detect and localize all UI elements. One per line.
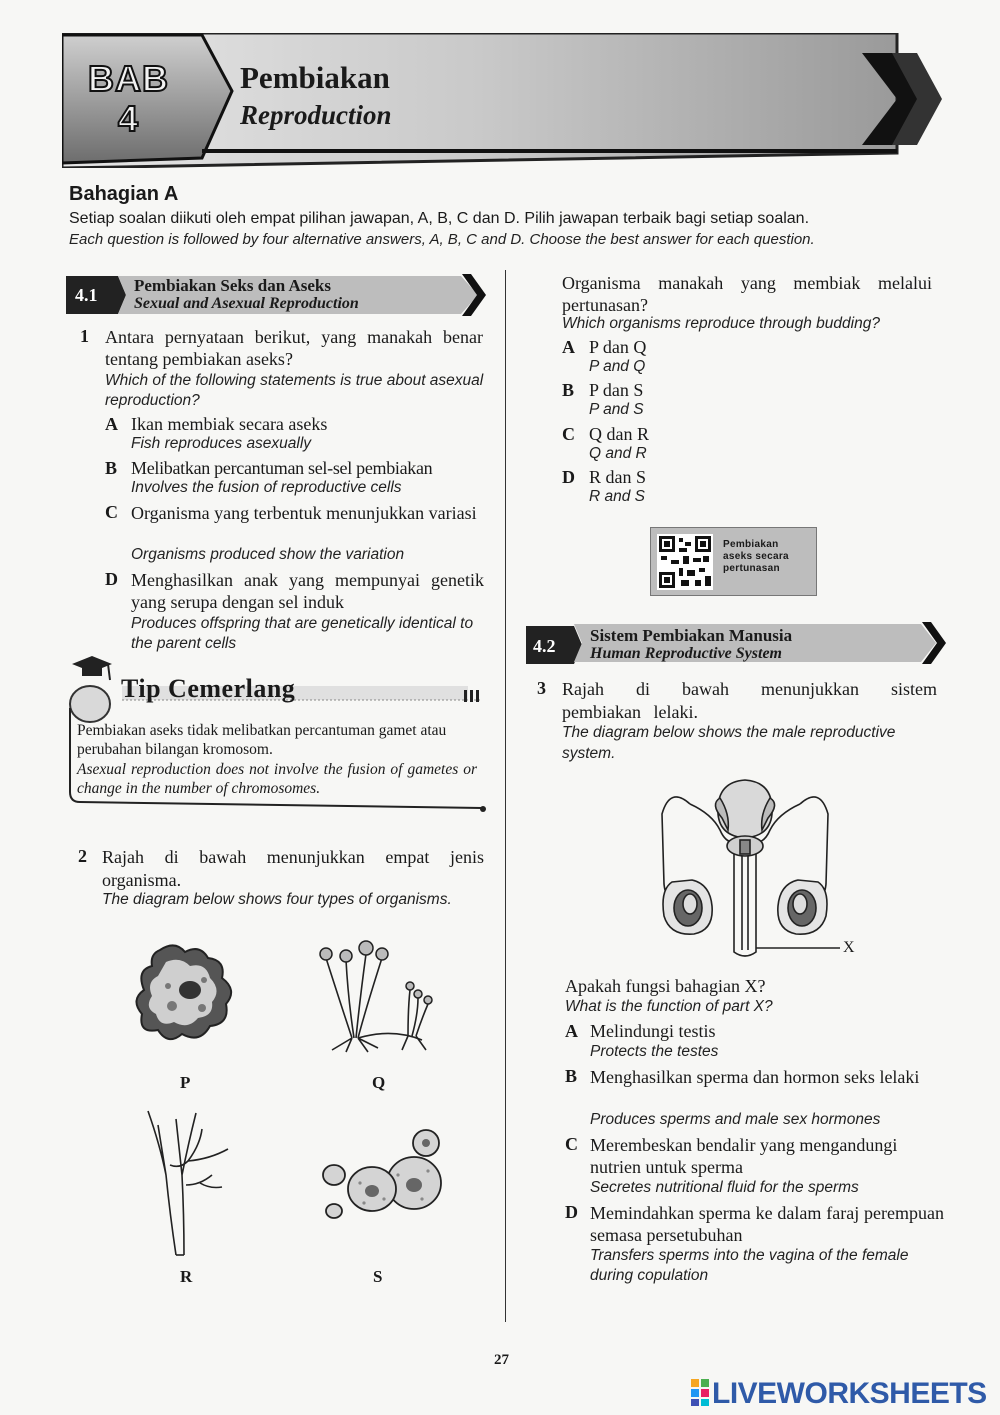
- diagram-label-x: X: [843, 939, 855, 956]
- male-reproductive-illustration: [650, 774, 860, 964]
- qr-box-line3: pertunasan: [723, 563, 780, 574]
- chapter-number: 4: [118, 98, 139, 139]
- subtopic-4-2-title-en: Human Reproductive System: [590, 645, 782, 662]
- q3-stem-en: What is the function of part X?: [565, 998, 773, 1015]
- section-heading: Bahagian A: [69, 183, 179, 205]
- banner-graphic: [62, 33, 942, 168]
- q3-number: 3: [537, 678, 546, 698]
- organism-q-label: Q: [372, 1073, 386, 1092]
- q2-option-b-ms[interactable]: P dan S: [589, 380, 644, 400]
- tip-text-ms: Pembiakan aseks tidak melibatkan percantuman gamet atau perubahan bilangan kromosom.: [77, 722, 447, 758]
- page-number: 27: [494, 1352, 509, 1368]
- q2-option-a-letter[interactable]: A: [562, 337, 575, 357]
- q2-text-en: The diagram below shows four types of organisms.: [102, 891, 452, 908]
- q2-option-d-letter[interactable]: D: [562, 467, 575, 487]
- hydra-illustration: [140, 1105, 235, 1260]
- section-instruction-ms: Setiap soalan diikuti oleh empat pilihan jawapan, A, B, C dan D. Pilih jawapan terbaik bagi setiap soalan.: [69, 210, 810, 227]
- q1-option-c-ms[interactable]: Organisma yang terbentuk menunjukkan variasi: [131, 503, 477, 523]
- q3-option-a-ms[interactable]: Melindungi testis: [590, 1021, 716, 1041]
- subtopic-4-1-title-ms: Pembiakan Seks dan Aseks: [134, 276, 331, 295]
- organism-s-yeast-image: [318, 1125, 448, 1225]
- q3-option-d-en: Transfers sperms into the vagina of the female during copulation: [590, 1247, 909, 1284]
- q3-option-b-en: Produces sperms and male sex hormones: [590, 1111, 881, 1128]
- subtopic-4-1-title-en: Sexual and Asexual Reproduction: [134, 295, 359, 312]
- tip-text-en: Asexual reproduction does not involve the fusion of gametes or change in the number of chromosomes.: [77, 761, 477, 797]
- q3-option-a-letter[interactable]: A: [565, 1021, 578, 1041]
- q3-option-d-letter[interactable]: D: [565, 1202, 578, 1222]
- q1-option-b-en: Involves the fusion of reproductive cells: [131, 479, 402, 496]
- q3-text-en: The diagram below shows the male reproductive system.: [562, 724, 896, 762]
- q2-option-d-en: R and S: [589, 488, 646, 505]
- subtopic-4-1-number: 4.1: [75, 285, 98, 305]
- q1-text-ms: Antara pernyataan berikut, yang manakah benar tentang pembiakan aseks?: [105, 327, 483, 369]
- q2-option-d-ms[interactable]: R dan S: [589, 467, 647, 487]
- chapter-bab-label: BAB: [88, 58, 169, 99]
- q2-option-c-en: Q and R: [589, 445, 647, 462]
- q1-option-a-ms[interactable]: Ikan membiak secara aseks: [131, 414, 328, 434]
- subtopic-4-2-title-ms: Sistem Pembiakan Manusia: [590, 626, 793, 645]
- organism-p-label: P: [180, 1073, 191, 1092]
- q1-option-d-letter[interactable]: D: [105, 569, 118, 589]
- chapter-title-en: Reproduction: [240, 100, 392, 130]
- q3-option-b-letter[interactable]: B: [565, 1066, 578, 1086]
- qr-box-line2: aseks secara: [723, 551, 789, 562]
- q2-option-a-ms[interactable]: P dan Q: [589, 337, 647, 357]
- mould-illustration: [312, 938, 437, 1056]
- organism-r-label: R: [180, 1267, 193, 1286]
- q2-stem-en: Which organisms reproduce through budding?: [562, 315, 880, 332]
- q2-option-b-letter[interactable]: B: [562, 380, 575, 400]
- q1-option-b-letter[interactable]: B: [105, 458, 118, 478]
- chapter-banner: [62, 33, 942, 168]
- q3-option-c-letter[interactable]: C: [565, 1134, 578, 1154]
- q1-option-a-letter[interactable]: A: [105, 414, 118, 434]
- q3-option-a-en: Protects the testes: [590, 1043, 719, 1060]
- q2-option-a-en: P and Q: [589, 358, 646, 375]
- q1-text-en: Which of the following statements is true about asexual reproduction?: [105, 372, 484, 409]
- q2-text-ms: Rajah di bawah menunjukkan empat jenis organisma.: [102, 847, 484, 890]
- q1-option-d-en: Produces offspring that are genetically identical to the parent cells: [131, 615, 474, 652]
- qr-box-line1: Pembiakan: [723, 539, 779, 550]
- column-divider: [505, 270, 506, 1322]
- organism-p-amoeba-image: [130, 938, 245, 1053]
- q2-option-b-en: P and S: [589, 401, 644, 418]
- q3-option-b-ms[interactable]: Menghasilkan sperma dan hormon seks lelaki: [590, 1067, 920, 1087]
- male-reproductive-system-diagram: [650, 774, 860, 964]
- q3-option-d-ms[interactable]: Memindahkan sperma ke dalam faraj perempuan semasa persetubuhan: [590, 1203, 944, 1245]
- liveworksheets-brand[interactable]: LIVEWORKSHEETS: [712, 1377, 987, 1410]
- q3-text-ms: Rajah di bawah menunjukkan sistem pembiakan lelaki.: [562, 679, 937, 722]
- q2-number: 2: [78, 846, 87, 866]
- qr-code-icon[interactable]: [657, 534, 713, 590]
- q1-number: 1: [80, 326, 89, 346]
- q2-option-c-letter[interactable]: C: [562, 424, 575, 444]
- q3-option-c-ms[interactable]: Merembeskan bendalir yang mengandungi nutrien untuk sperma: [590, 1135, 898, 1177]
- chapter-title-ms: Pembiakan: [240, 60, 390, 95]
- tip-title: Tip Cemerlang: [121, 674, 296, 703]
- q3-option-c-en: Secretes nutritional fluid for the sperms: [590, 1179, 859, 1196]
- yeast-illustration: [318, 1125, 448, 1225]
- q2-option-c-ms[interactable]: Q dan R: [589, 424, 649, 444]
- q1-option-c-letter[interactable]: C: [105, 502, 118, 522]
- subtopic-4-2-number: 4.2: [533, 636, 556, 656]
- section-instruction-en: Each question is followed by four alternative answers, A, B, C and D. Choose the best answer for each question.: [69, 231, 815, 248]
- organism-s-label: S: [373, 1267, 383, 1286]
- q1-option-a-en: Fish reproduces asexually: [131, 435, 312, 452]
- organism-r-hydra-image: [140, 1105, 235, 1260]
- amoeba-illustration: [130, 938, 245, 1053]
- organism-q-mould-image: [312, 938, 437, 1056]
- q1-option-c-en: Organisms produced show the variation: [131, 546, 405, 563]
- q1-option-d-ms[interactable]: Menghasilkan anak yang mempunyai genetik yang serupa dengan sel induk: [131, 570, 484, 612]
- q1-option-b-ms[interactable]: Melibatkan percantuman sel-sel pembiakan: [131, 458, 433, 478]
- q3-stem-ms: Apakah fungsi bahagian X?: [565, 976, 766, 996]
- q2-stem-ms: Organisma manakah yang membiak melalui pertunasan?: [562, 273, 932, 315]
